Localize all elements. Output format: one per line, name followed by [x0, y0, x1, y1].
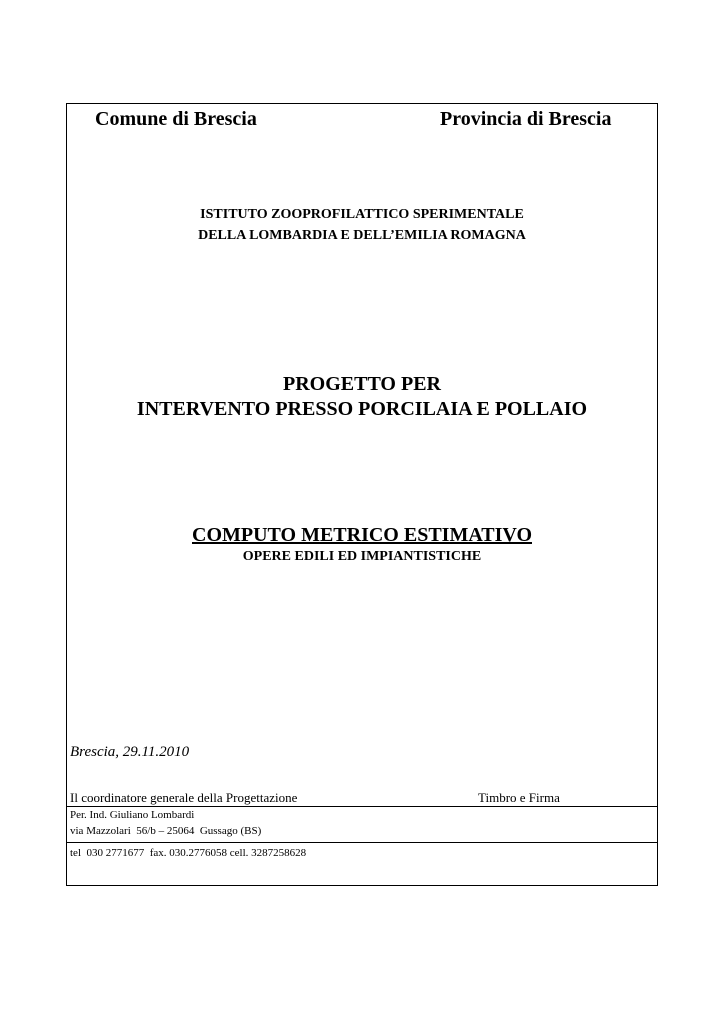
stamp-signature-label: Timbro e Firma: [478, 790, 560, 805]
divider-line: [66, 842, 658, 843]
institute-line-1: ISTITUTO ZOOPROFILATTICO SPERIMENTALE: [200, 207, 524, 222]
comune-heading: Comune di Brescia: [95, 108, 257, 130]
project-title-line-2: INTERVENTO PRESSO PORCILAIA E POLLAIO: [136, 398, 588, 420]
institute-line-2: DELLA LOMBARDIA E DELL’EMILIA ROMAGNA: [198, 228, 526, 243]
divider-line: [66, 806, 658, 807]
document-title: COMPUTO METRICO ESTIMATIVO: [192, 524, 532, 546]
document-subtitle: OPERE EDILI ED IMPIANTISTICHE: [242, 549, 482, 564]
place-date: Brescia, 29.11.2010: [70, 744, 190, 760]
contact-address: via Mazzolari 56/b – 25064 Gussago (BS): [70, 825, 262, 837]
contact-name: Per. Ind. Giuliano Lombardi: [70, 809, 195, 821]
coordinator-label: Il coordinatore generale della Progettazione: [70, 790, 298, 805]
provincia-heading: Provincia di Brescia: [440, 108, 612, 130]
project-title-line-1: PROGETTO PER: [283, 373, 441, 395]
contact-phones: tel 030 2771677 fax. 030.2776058 cell. 3287258628: [70, 847, 307, 859]
